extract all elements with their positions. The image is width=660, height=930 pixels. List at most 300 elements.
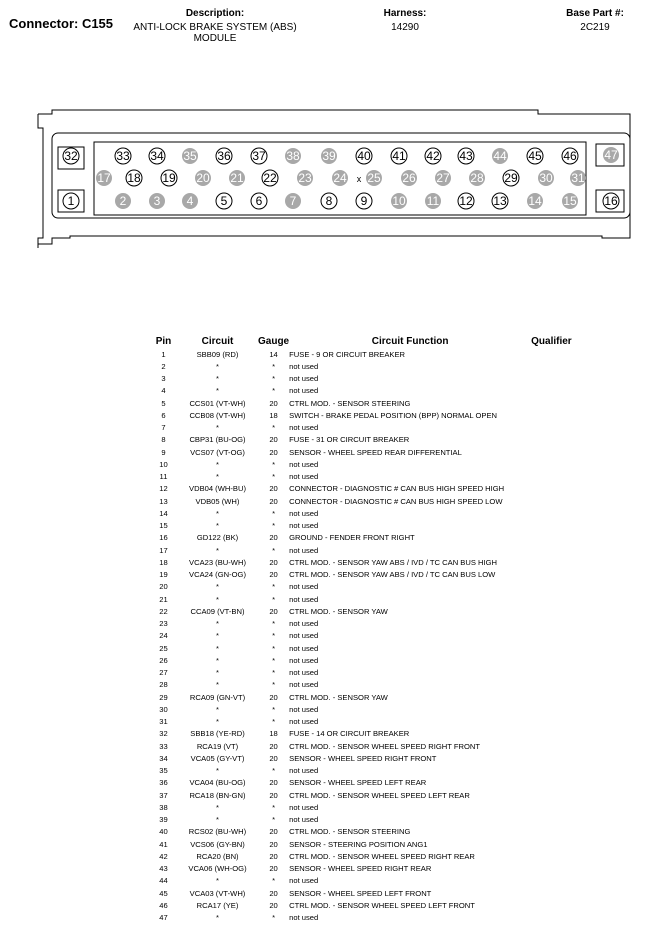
circuit-code: VDB05 (WH) [195,496,240,506]
pin-label: 42 [426,149,440,163]
table-row [150,679,572,691]
wire-gauge: * [272,545,276,555]
pin-number: 17 [159,545,168,555]
circuit-code: * [216,459,219,469]
pin-label: 24 [333,171,347,185]
table-row [150,728,572,740]
qualifier [531,544,572,556]
wire-gauge: 20 [269,888,278,898]
circuit-function: CONNECTOR - DIAGNOSTIC # CAN BUS HIGH SPEED HIGH [289,484,505,494]
circuit-code: VCA03 (VT-WH) [189,888,246,898]
table-row [150,556,572,568]
circuit-function: CTRL MOD. - SENSOR YAW ABS / IVD / TC CAN BUS HIGH [289,557,497,567]
pin-label: 30 [539,171,553,185]
pin-label: 43 [459,149,473,163]
table-row [150,703,572,715]
pin-label: 34 [150,149,164,163]
circuit-function: not used [289,582,319,592]
wire-gauge: 18 [269,729,278,739]
circuit-function: GROUND - FENDER FRONT RIGHT [289,533,415,543]
circuit-function: not used [289,704,319,714]
wire-gauge: * [272,913,276,923]
pin-cavities [63,147,619,209]
harness-heading: Harness: [383,8,427,19]
col-header-circuit: Circuit [201,335,234,347]
qualifier [531,887,572,899]
circuit-code: * [216,545,219,555]
circuit-code: * [216,631,219,641]
circuit-code: * [216,717,219,727]
table-row [150,801,572,813]
qualifier [531,532,572,544]
table-row [150,691,572,703]
circuit-function: SENSOR - STEERING POSITION ANG1 [289,839,428,849]
pin-label: 18 [127,171,141,185]
description-line-1: ANTI-LOCK BRAKE SYSTEM (ABS) [133,22,297,33]
center-mark: x [356,174,362,184]
circuit-code: RCA17 (YE) [196,900,239,910]
circuit-code: * [216,913,219,923]
table-row [150,348,572,360]
table-row [150,458,572,470]
circuit-code: * [216,680,219,690]
pin-number: 39 [159,815,168,825]
circuit-function: not used [289,631,319,641]
pin-label: 35 [183,149,197,163]
table-row [150,777,572,789]
pin-number: 3 [161,374,166,384]
pin-label: 45 [528,149,542,163]
pin-label: 33 [116,149,130,163]
circuit-code: * [216,594,219,604]
table-row [150,569,572,581]
pin-label: 25 [367,171,381,185]
pin-number: 32 [159,729,168,739]
pin-label: 32 [64,149,78,163]
table-row [150,752,572,764]
qualifier [531,654,572,666]
wire-gauge: * [272,717,276,727]
circuit-code: * [216,643,219,653]
qualifier [531,863,572,875]
pin-number: 22 [159,606,168,616]
circuit-function: not used [289,643,319,653]
circuit-code: VCA23 (BU-WH) [189,557,246,567]
wire-gauge: 20 [269,778,278,788]
circuit-function: SENSOR - WHEEL SPEED RIGHT FRONT [289,753,437,763]
pin-label: 26 [402,171,416,185]
circuit-function: not used [289,876,319,886]
wire-gauge: * [272,582,276,592]
wire-gauge: * [272,594,276,604]
wire-gauge: 20 [269,435,278,445]
circuit-code: RCA18 (BN-GN) [189,790,246,800]
pin-label: 46 [563,149,577,163]
circuit-code: * [216,704,219,714]
pin-number: 19 [159,570,168,580]
circuit-function: not used [289,802,319,812]
circuit-function: SWITCH - BRAKE PEDAL POSITION (BPP) NORMAL OPEN [289,410,497,420]
pin-number: 38 [159,802,168,812]
table-row [150,471,572,483]
pin-number: 6 [161,410,166,420]
description-heading: Description: [185,8,245,19]
wire-gauge: * [272,643,276,653]
pin-number: 42 [159,851,168,861]
pin-label: 36 [217,149,231,163]
qualifier [531,740,572,752]
pin-number: 18 [159,557,168,567]
qualifier [531,581,572,593]
description-block [128,8,302,44]
circuit-code: RCA19 (VT) [196,741,239,751]
pin-label: 22 [263,171,277,185]
pin-number: 5 [161,398,166,408]
circuit-function: not used [289,423,319,433]
wire-gauge: 20 [269,570,278,580]
qualifier [531,556,572,568]
qualifier [531,471,572,483]
pin-label: 11 [426,194,440,208]
col-header-function: Circuit Function [371,335,449,347]
circuit-function: CTRL MOD. - SENSOR WHEEL SPEED RIGHT FRONT [289,741,480,751]
wire-gauge: * [272,766,276,776]
pin-label: 16 [604,194,618,208]
circuit-function: not used [289,374,319,384]
qualifier [531,752,572,764]
qualifier [531,765,572,777]
qualifier [531,348,572,360]
table-row [150,507,572,519]
pin-number: 33 [159,741,168,751]
pin-number: 35 [159,766,168,776]
circuit-code: * [216,668,219,678]
qualifier [531,593,572,605]
table-row [150,593,572,605]
circuit-code: VCA24 (GN-OG) [189,570,246,580]
circuit-code: VDB04 (WH-BU) [189,484,246,494]
qualifier [531,728,572,740]
table-row [150,912,572,924]
table-row [150,630,572,642]
circuit-function: CTRL MOD. - SENSOR WHEEL SPEED RIGHT REAR [289,851,475,861]
pin-label: 9 [360,194,368,208]
qualifier [531,385,572,397]
circuit-function: FUSE - 14 OR CIRCUIT BREAKER [289,729,410,739]
qualifier [531,703,572,715]
qualifier [531,483,572,495]
qualifier [531,630,572,642]
wire-gauge: * [272,704,276,714]
circuit-function: CTRL MOD. - SENSOR WHEEL SPEED LEFT FRONT [289,900,475,910]
table-row [150,581,572,593]
qualifier [531,667,572,679]
qualifier [531,507,572,519]
table-row [150,409,572,421]
wire-gauge: 20 [269,398,278,408]
wire-gauge: 20 [269,557,278,567]
circuit-code: * [216,374,219,384]
qualifier [531,899,572,911]
description-line-2: MODULE [193,33,237,44]
pin-label: 1 [67,194,75,208]
pin-number: 14 [159,508,168,518]
circuit-code: CCS01 (VT-WH) [189,398,246,408]
pin-label: 7 [289,194,297,208]
pin-number: 10 [159,459,168,469]
table-row [150,887,572,899]
pin-number: 31 [159,717,168,727]
pin-number: 40 [159,827,168,837]
circuit-code: SBB09 (RD) [196,349,239,359]
wire-gauge: * [272,655,276,665]
circuit-function: not used [289,472,319,482]
pin-label: 41 [392,149,406,163]
circuit-function: FUSE - 31 OR CIRCUIT BREAKER [289,435,410,445]
pin-label: 10 [392,194,406,208]
circuit-function: not used [289,668,319,678]
base-part-value: 2C219 [580,22,610,33]
circuit-function: CTRL MOD. - SENSOR STEERING [289,398,411,408]
circuit-function: not used [289,655,319,665]
pin-label: 12 [459,194,473,208]
wire-gauge: 20 [269,484,278,494]
pin-label: 27 [436,171,450,185]
circuit-function: SENSOR - WHEEL SPEED LEFT FRONT [289,888,432,898]
circuit-function: not used [289,361,319,371]
qualifier [531,605,572,617]
circuit-function: not used [289,680,319,690]
circuit-function: not used [289,913,319,923]
pin-number: 37 [159,790,168,800]
circuit-function: not used [289,815,319,825]
qualifier [531,360,572,372]
col-header-pin: Pin [155,335,172,347]
pin-label: 20 [196,171,210,185]
qualifier [531,789,572,801]
wire-gauge: 20 [269,827,278,837]
qualifier [531,912,572,924]
circuit-function: not used [289,508,319,518]
pin-number: 2 [161,361,166,371]
col-header-gauge: Gauge [258,335,290,347]
pin-number: 1 [161,349,166,359]
qualifier [531,434,572,446]
pin-number: 23 [159,619,168,629]
pin-number: 43 [159,864,168,874]
wire-gauge: 20 [269,839,278,849]
circuit-function: not used [289,594,319,604]
table-row [150,385,572,397]
qualifier [531,422,572,434]
circuit-code: * [216,619,219,629]
pin-label: 14 [528,194,542,208]
qualifier [531,397,572,409]
qualifier [531,691,572,703]
circuit-code: * [216,815,219,825]
wire-gauge: * [272,521,276,531]
circuit-code: RCA09 (GN-VT) [189,692,246,702]
pin-label: 38 [286,149,300,163]
wire-gauge: 20 [269,606,278,616]
wire-gauge: * [272,361,276,371]
table-row [150,899,572,911]
circuit-function: not used [289,545,319,555]
table-row [150,373,572,385]
qualifier [531,569,572,581]
wire-gauge: 20 [269,533,278,543]
circuit-code: * [216,472,219,482]
circuit-code: * [216,423,219,433]
circuit-function: FUSE - 9 OR CIRCUIT BREAKER [289,349,406,359]
circuit-code: * [216,655,219,665]
pin-number: 13 [159,496,168,506]
circuit-code: VCS07 (VT-OG) [190,447,245,457]
table-row [150,814,572,826]
connector-label: Connector: C155 [9,16,114,31]
base-part-heading: Base Part #: [566,8,624,19]
qualifier [531,373,572,385]
table-row [150,532,572,544]
qualifier [531,801,572,813]
circuit-function: CTRL MOD. - SENSOR STEERING [289,827,411,837]
wire-gauge: 20 [269,900,278,910]
pin-number: 36 [159,778,168,788]
wire-gauge: * [272,374,276,384]
table-row [150,360,572,372]
pin-label: 8 [325,194,333,208]
circuit-code: * [216,521,219,531]
qualifier [531,446,572,458]
pin-number: 26 [159,655,168,665]
circuit-function: SENSOR - WHEEL SPEED RIGHT REAR [289,864,432,874]
pin-label: 21 [230,171,244,185]
table-row [150,618,572,630]
qualifier [531,838,572,850]
circuit-code: * [216,876,219,886]
pin-number: 8 [161,435,166,445]
circuit-function: CONNECTOR - DIAGNOSTIC # CAN BUS HIGH SPEED LOW [289,496,503,506]
pin-number: 29 [159,692,168,702]
qualifier [531,850,572,862]
pin-label: 39 [322,149,336,163]
table-row [150,765,572,777]
pin-label: 15 [563,194,577,208]
circuit-code: VCA06 (WH-OG) [188,864,247,874]
circuit-code: * [216,386,219,396]
col-header-qualifier: Qualifier [531,335,572,347]
pin-number: 7 [161,423,166,433]
circuit-function: SENSOR - WHEEL SPEED REAR DIFFERENTIAL [289,447,462,457]
circuit-code: CCB08 (VT-WH) [189,410,246,420]
circuit-code: * [216,802,219,812]
pin-label: 2 [119,194,127,208]
wire-gauge: 20 [269,741,278,751]
table-row [150,397,572,409]
pin-number: 44 [159,876,168,886]
table-row [150,654,572,666]
circuit-code: VCA05 (GY-VT) [190,753,245,763]
qualifier [531,875,572,887]
wire-gauge: * [272,508,276,518]
table-row [150,495,572,507]
wire-gauge: * [272,802,276,812]
pin-number: 15 [159,521,168,531]
pin-label: 28 [470,171,484,185]
wire-gauge: * [272,631,276,641]
circuit-code: * [216,508,219,518]
table-row [150,863,572,875]
circuit-code: SBB18 (YE-RD) [190,729,245,739]
wire-gauge: * [272,619,276,629]
pin-number: 21 [159,594,168,604]
table-row [150,850,572,862]
pin-number: 34 [159,753,168,763]
pin-label: 13 [493,194,507,208]
table-row [150,605,572,617]
wire-gauge: * [272,423,276,433]
wire-gauge: 20 [269,851,278,861]
wire-gauge: 20 [269,753,278,763]
base-part-block [555,8,635,33]
wire-gauge: 18 [269,410,278,420]
pin-label: 19 [162,171,176,185]
table-row [150,826,572,838]
qualifier [531,814,572,826]
wire-gauge: 20 [269,864,278,874]
wire-gauge: * [272,876,276,886]
pin-label: 40 [357,149,371,163]
table-row [150,740,572,752]
circuit-function: CTRL MOD. - SENSOR YAW [289,692,388,702]
qualifier [531,777,572,789]
pin-label: 3 [153,194,161,208]
circuit-code: GD122 (BK) [196,533,239,543]
circuit-code: VCS06 (GY-BN) [190,839,245,849]
qualifier [531,642,572,654]
wire-gauge: * [272,815,276,825]
circuit-function: not used [289,386,319,396]
table-row [150,838,572,850]
pin-label: 23 [298,171,312,185]
wire-gauge: 20 [269,496,278,506]
table-row [150,483,572,495]
table-row [150,716,572,728]
circuit-function: not used [289,717,319,727]
circuit-function: SENSOR - WHEEL SPEED LEFT REAR [289,778,427,788]
table-row [150,875,572,887]
document-header [0,0,660,60]
pin-number: 9 [161,447,166,457]
wire-gauge: * [272,386,276,396]
table-row [150,422,572,434]
wire-gauge: 20 [269,790,278,800]
circuit-code: RCA20 (BN) [196,851,239,861]
pin-number: 30 [159,704,168,714]
wire-gauge: * [272,472,276,482]
circuit-code: * [216,582,219,592]
pin-label: 44 [493,149,507,163]
wire-gauge: * [272,668,276,678]
pin-label: 29 [504,171,518,185]
wire-gauge: * [272,459,276,469]
circuit-code: VCA04 (BU-OG) [189,778,246,788]
qualifier [531,495,572,507]
circuit-function: not used [289,459,319,469]
pin-label: 37 [252,149,266,163]
pin-number: 20 [159,582,168,592]
pinout-table [150,334,572,924]
